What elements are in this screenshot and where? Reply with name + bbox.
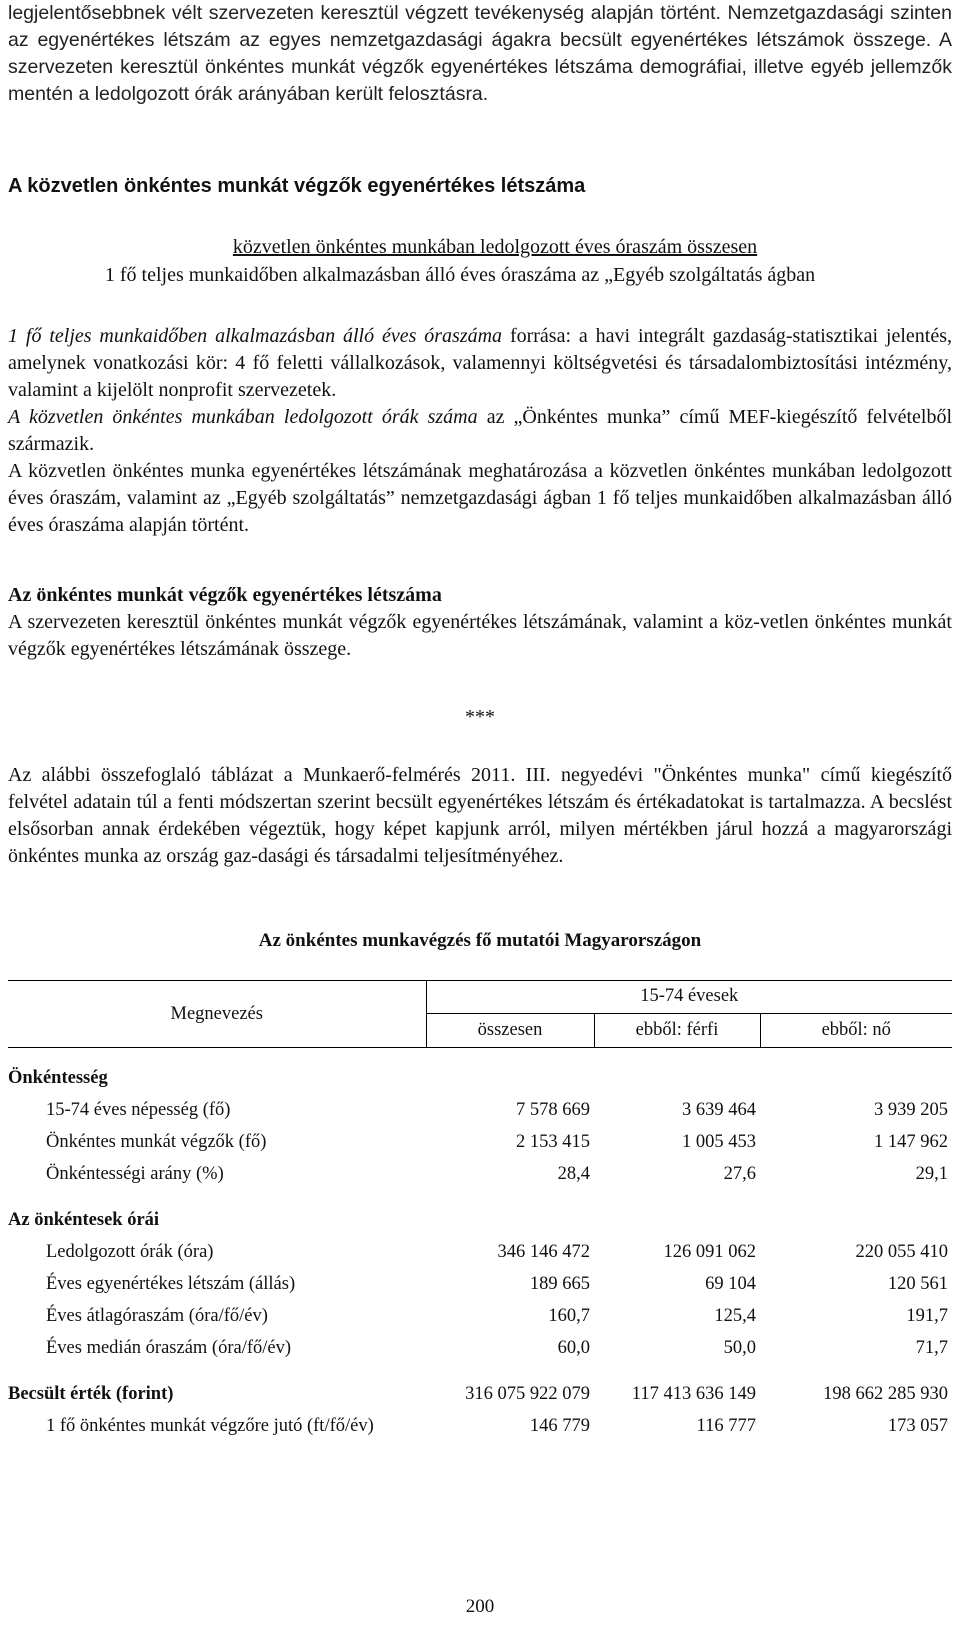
summary-paragraph: Az alábbi összefoglaló táblázat a Munkaerő-felmérés 2011. III. negyedévi "Önkéntes munka" című kiegészítő felvétel adatain túl a fenti módszertan szerint becsült egyenértékes létszám és értékadatokat is tartalmazza. A becslést elsősorban annak érdekében végeztük, hogy képet kapjunk arról, milyen mértékben járul hozzá a magyarországi önkéntes munka az ország gaz-dasági és társadalmi teljesítményéhez.	[8, 764, 952, 867]
table-row: Ledolgozott órák (óra) 346 146 472 126 091 062 220 055 410	[46, 1241, 948, 1262]
category-volunteering: Önkéntesség	[8, 1067, 108, 1088]
header-male: ebből: férfi	[594, 1013, 760, 1047]
table-row: Önkéntességi arány (%) 28,4 27,6 29,1	[46, 1163, 948, 1184]
section-heading-total-equivalent: Az önkéntes munkát végzők egyenértékes létszáma	[8, 584, 442, 606]
header-total: összesen	[426, 1013, 594, 1047]
formula-denominator: 1 fő teljes munkaidőben alkalmazásban álló éves óraszáma az „Egyéb szolgáltatás ágban	[104, 264, 816, 286]
formula-numerator: közvetlen önkéntes munkában ledolgozott éves óraszám összesen	[232, 236, 758, 258]
table-row: 1 fő önkéntes munkát végzőre jutó (ft/fő/év) 146 779 116 777 173 057	[46, 1415, 948, 1436]
note-hours-source: 1 fő teljes munkaidőben alkalmazásban álló éves óraszáma forrása: a havi integrált gazdaság-statisztikai jelentés, amelynek vonatkozási kör: 4 fő feletti vállalkozások, valamennyi költségvetési és társadalombiztosítási intézmény, valamint a kijelölt nonprofit szervezetek.	[8, 325, 952, 401]
method-notes	[8, 323, 952, 539]
page-number: 200	[465, 1596, 495, 1617]
header-female: ebből: nő	[760, 1013, 952, 1047]
table-row: Önkéntes munkát végzők (fő) 2 153 415 1 005 453 1 147 962	[46, 1131, 948, 1152]
formula	[8, 233, 952, 289]
intro-paragraph: legjelentősebbnek vélt szervezeten keresztül végzett tevékenység alapján történt. Nemzetgazdasági szinten az egyenértékes létszám az egyes nemzetgazdasági ágakra becsült egyenértékes létszámok összege. A szervezeten keresztül önkéntes munkát végzők egyenértékes létszáma demográfiai, illetve egyéb jellemzők mentén a ledolgozott órák arányában került felosztásra.	[8, 2, 952, 105]
volunteer-stats-table	[8, 980, 952, 1442]
header-age-group: 15-74 évesek	[426, 981, 952, 1014]
note-direct-equivalent: A közvetlen önkéntes munka egyenértékes létszámának meghatározása a közvetlen önkéntes munkában ledolgozott éves óraszám, valamint az „Egyéb szolgáltatás” nemzetgazdasági ágban 1 fő teljes munkaidőben alkalmazásban álló éves óraszáma alapján történt.	[8, 460, 952, 536]
header-name: Megnevezés	[8, 981, 426, 1048]
section-total-equivalent	[8, 582, 952, 663]
category-volunteer-hours: Az önkéntesek órái	[8, 1209, 160, 1230]
section-heading-direct-volunteers: A közvetlen önkéntes munkát végzők egyenértékes létszáma	[8, 175, 586, 197]
section-total-equivalent-text: A szervezeten keresztül önkéntes munkát végzők egyenértékes létszámának, valamint a köz-vetlen önkéntes munkát végzők egyenértékes létszámának összege.	[8, 611, 952, 660]
separator-stars: ***	[465, 706, 495, 728]
table-row: Éves medián óraszám (óra/fő/év) 60,0 50,0 71,7	[46, 1337, 948, 1358]
table-row: 15-74 éves népesség (fő) 7 578 669 3 639 464 3 939 205	[46, 1099, 948, 1120]
table-title: Az önkéntes munkavégzés fő mutatói Magyarországon	[258, 930, 702, 951]
table-row-estimated-value: Becsült érték (forint) 316 075 922 079 117 413 636 149 198 662 285 930	[8, 1383, 948, 1404]
table-row: Éves átlagóraszám (óra/fő/év) 160,7 125,4 191,7	[46, 1305, 948, 1326]
note-direct-hours: A közvetlen önkéntes munkában ledolgozott órák száma az „Önkéntes munka” című MEF-kiegészítő felvételből származik.	[8, 406, 952, 455]
table-row: Éves egyenértékes létszám (állás) 189 665 69 104 120 561	[46, 1273, 948, 1294]
